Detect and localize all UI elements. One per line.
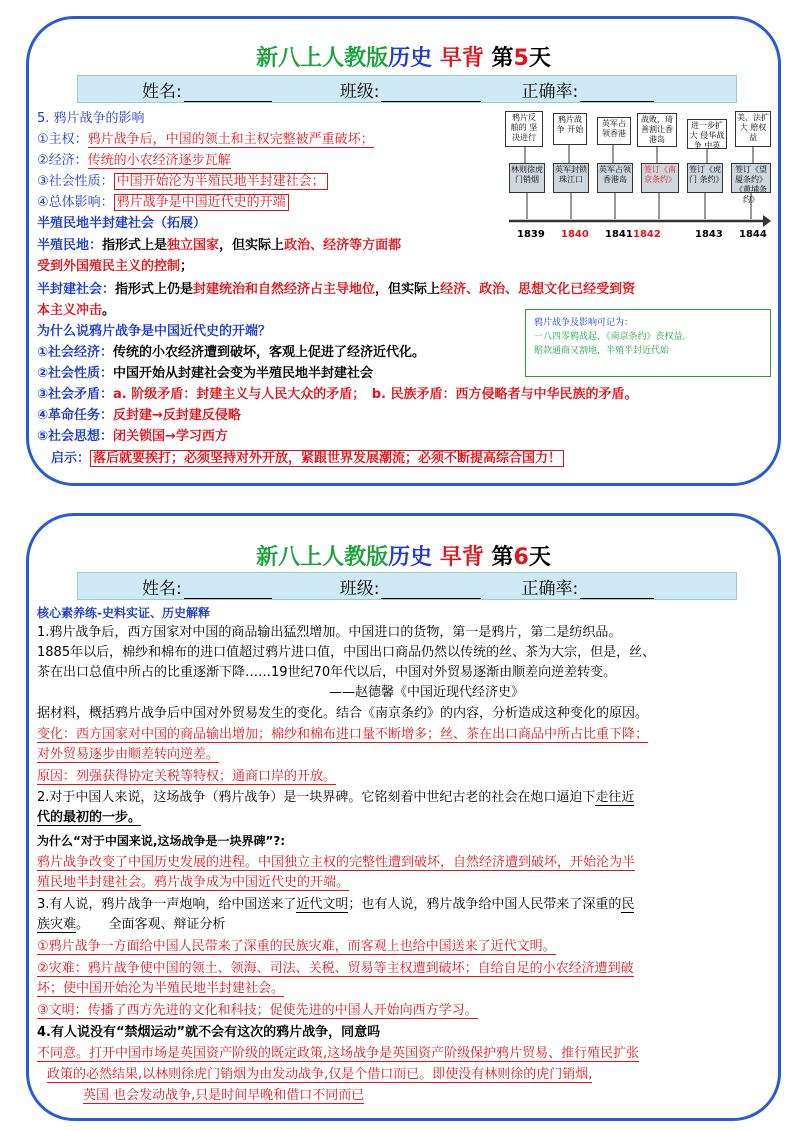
- q3-answer: ①鸦片战争一方面给中国人民带来了深重的民族灾难，而客观上也给中国送来了近代文明。: [37, 939, 556, 954]
- impact-heading: 5. 鸦片战争的影响: [37, 111, 145, 126]
- rate-label: 正确率:: [521, 81, 579, 102]
- memory-tip-title: 鸦片战争及影响可记为：: [534, 318, 634, 328]
- name-blank[interactable]: [184, 582, 272, 599]
- rate-label: 正确率:: [521, 578, 579, 599]
- day5-name-bar: [77, 75, 737, 103]
- name-label: 姓名:: [142, 578, 182, 599]
- opium-war-timeline: [505, 111, 771, 257]
- timeline-event-bottom: 林则徐虎 门销烟: [509, 163, 545, 193]
- day6-card: [26, 513, 781, 1121]
- semi-feudal-def: 半封建社会：指形式上仍是封建统治和自然经济占主导地位，但实际上经济、政治、思想文化已经受到资: [37, 282, 636, 297]
- q1-answer: 变化：西方国家对中国的商品输出增加；棉纱和棉布进口量不断增多；丝、茶在出口商品中所占比重下降；: [37, 727, 649, 742]
- q2-answer: 殖民地半封建社会。鸦片战争成为中国近代史的开端。: [37, 875, 350, 890]
- timeline-event-top: 美、法扩大 赔权益: [735, 111, 771, 147]
- rate-blank[interactable]: [580, 85, 654, 102]
- semi-feudal-def-cont: 本主义冲击。: [37, 303, 116, 318]
- extension-heading: 半殖民地半封建社会（拓展）: [37, 216, 207, 231]
- name-label: 姓名:: [142, 81, 182, 102]
- class-blank[interactable]: [381, 582, 481, 599]
- timeline-event-top: 鸦片战争 开始: [553, 113, 587, 145]
- class-blank[interactable]: [381, 85, 481, 102]
- memory-tip-line: 赔款通商又割地，半殖半封近代始: [534, 346, 670, 356]
- q4-question: 4.有人说没有“禁烟运动”就不会有这次的鸦片战争，同意吗: [37, 1025, 381, 1040]
- memory-tip-line: 一八四零鸦战起，《南京条约》丧权益。: [534, 332, 692, 342]
- q4-answer: 不同意。打开中国市场是英国资产阶级的既定政策,这场战争是英国资产阶级保护鸦片贸易、推行殖民扩张: [37, 1046, 640, 1061]
- impact-item: ①主权：鸦片战争后，中国的领土和主权完整被严重破坏；: [37, 132, 374, 147]
- day5-title: 新八上人教版历史 早背 第5天: [256, 46, 551, 71]
- day6-name-bar: [77, 572, 737, 600]
- timeline-year: 1844: [739, 229, 767, 240]
- q2-text: 2.对于中国人来说，这场战争（鸦片战争）是一块界碑。它铭刻着中世纪古老的社会在炮口逼迫下走往近: [37, 790, 635, 805]
- timeline-event-bottom: 签订《南 京条约》: [641, 163, 679, 193]
- semi-colony-def: 半殖民地：指形式上是独立国家，但实际上政治、经济等方面都: [37, 238, 402, 253]
- timeline-event-bottom: 英军封锁 珠江口: [553, 163, 589, 193]
- timeline-year: 1840: [561, 229, 589, 240]
- why-item: ④革命任务：反封建→反封建反侵略: [37, 408, 241, 423]
- q3-answer: ②灾难：鸦片战争使中国的领土、领海、司法、关税、贸易等主权遭到破坏；自给自足的小农经济遭到破: [37, 961, 634, 976]
- timeline-event-bottom: 签订《望厦条约》 《黄埔条约》: [731, 163, 771, 193]
- timeline-year: 1842: [633, 229, 661, 240]
- q4-answer: 英国 也会发动战争,只是时间早晚和借口不同而已: [83, 1088, 365, 1103]
- impact-item: ②经济：传统的小农经济逐步瓦解: [37, 153, 231, 168]
- q1-text: 1885年以后，棉纱和棉布的进口值超过鸦片进口值，中国出口商品仍然以传统的丝、茶为大宗，但是，丝、: [37, 645, 656, 660]
- q1-answer: 对外贸易逐步由顺差转向逆差。: [37, 747, 220, 762]
- timeline-event-bottom: 英军占领 香港岛: [597, 163, 633, 193]
- name-blank[interactable]: [184, 85, 272, 102]
- q3-text: 族灾难。 全面客观、辩证分析: [37, 917, 226, 932]
- q1-answer: 原因：列强获得协定关税等特权；通商口岸的开放。: [37, 769, 337, 784]
- why-item: ①社会经济：传统的小农经济遭到破坏，客观上促进了经济近代化。: [37, 345, 426, 360]
- memory-tip-box: [525, 309, 771, 377]
- impact-item: ③社会性质： 中国开始沦为半殖民地半封建社会；: [37, 172, 328, 192]
- insight: 启示： 落后就要挨打；必须坚持对外开放，紧跟世界发展潮流；必须不断提高综合国力！: [51, 449, 564, 469]
- timeline-event-top: 英军占 领香港: [597, 117, 631, 145]
- why-item: ②社会性质：中国开始从封建社会变为半殖民地半封建社会: [37, 366, 374, 381]
- literacy-heading: 核心素养练-史料实证、历史解释: [37, 606, 210, 620]
- semi-colony-def-cont: 受到外国殖民主义的控制；: [37, 259, 194, 274]
- why-item: ⑤社会思想：闭关锁国→学习西方: [37, 429, 228, 444]
- q1-text: 1.鸦片战争后，西方国家对中国的商品输出猛烈增加。中国进口的货物，第一是鸦片，第二是纺织品。: [37, 625, 622, 640]
- q3-answer: ③文明：传播了西方先进的文化和科技；促使先进的中国人开始向西方学习。: [37, 1003, 478, 1018]
- timeline-year: 1843: [695, 229, 723, 240]
- q2-question: 为什么“对于中国来说,这场战争是一块界碑”?:: [37, 834, 286, 848]
- timeline-event-top: 进一步扩大 侵华战争 中英: [687, 119, 727, 149]
- q1-source: ——赵德馨《中国近现代经济史》: [329, 685, 525, 700]
- timeline-event-top: 鸦片反 舶的 坚 决进行: [505, 111, 543, 147]
- impact-item: ④总体影响： 鸦片战争是中国近代史的开端: [37, 193, 289, 213]
- why-question: 为什么说鸦片战争是中国近代史的开端？: [37, 324, 272, 339]
- timeline-event-top: 战败，琦 善割让香 港岛: [637, 113, 677, 147]
- timeline-year: 1841: [605, 229, 633, 240]
- day5-card: [26, 16, 781, 486]
- class-label: 班级:: [339, 578, 380, 599]
- day6-title: 新八上人教版历史 早背 第6天: [256, 545, 551, 570]
- timeline-event-bottom: 签订《虎门 条约》: [687, 163, 723, 193]
- timeline-year: 1839: [517, 229, 545, 240]
- why-item: ③社会矛盾：a. 阶级矛盾：封建主义与人民大众的矛盾； b. 民族矛盾：西方侵略者与中华民族的矛盾。: [37, 387, 638, 402]
- q1-question: 据材料，概括鸦片战争后中国对外贸易发生的变化。结合《南京条约》的内容，分析造成这种变化的原因。: [37, 706, 649, 721]
- q4-answer: 政策的必然结果,以林则徐虎门销烟为由发动战争,仅是个借口而已。即使没有林则徐的虎门销烟,: [47, 1067, 593, 1082]
- class-label: 班级:: [339, 81, 380, 102]
- q2-answer: 鸦片战争改变了中国历史发展的进程。中国独立主权的完整性遭到破坏，自然经济遭到破坏，开始沦为半: [37, 855, 636, 870]
- q3-text: 3.有人说，鸦片战争一声炮响，给中国送来了近代文明；也有人说，鸦片战争给中国人民带来了深重的民: [37, 897, 635, 912]
- q1-text: 茶在出口总值中所占的比重逐渐下降……19世纪70年代以后，中国对外贸易逐渐由顺差向逆差转变。: [37, 665, 617, 680]
- q3-answer: 坏；使中国开始沦为半殖民地半封建社会。: [37, 981, 285, 996]
- rate-blank[interactable]: [580, 582, 654, 599]
- q2-text: 代的最初的一步。: [37, 810, 142, 825]
